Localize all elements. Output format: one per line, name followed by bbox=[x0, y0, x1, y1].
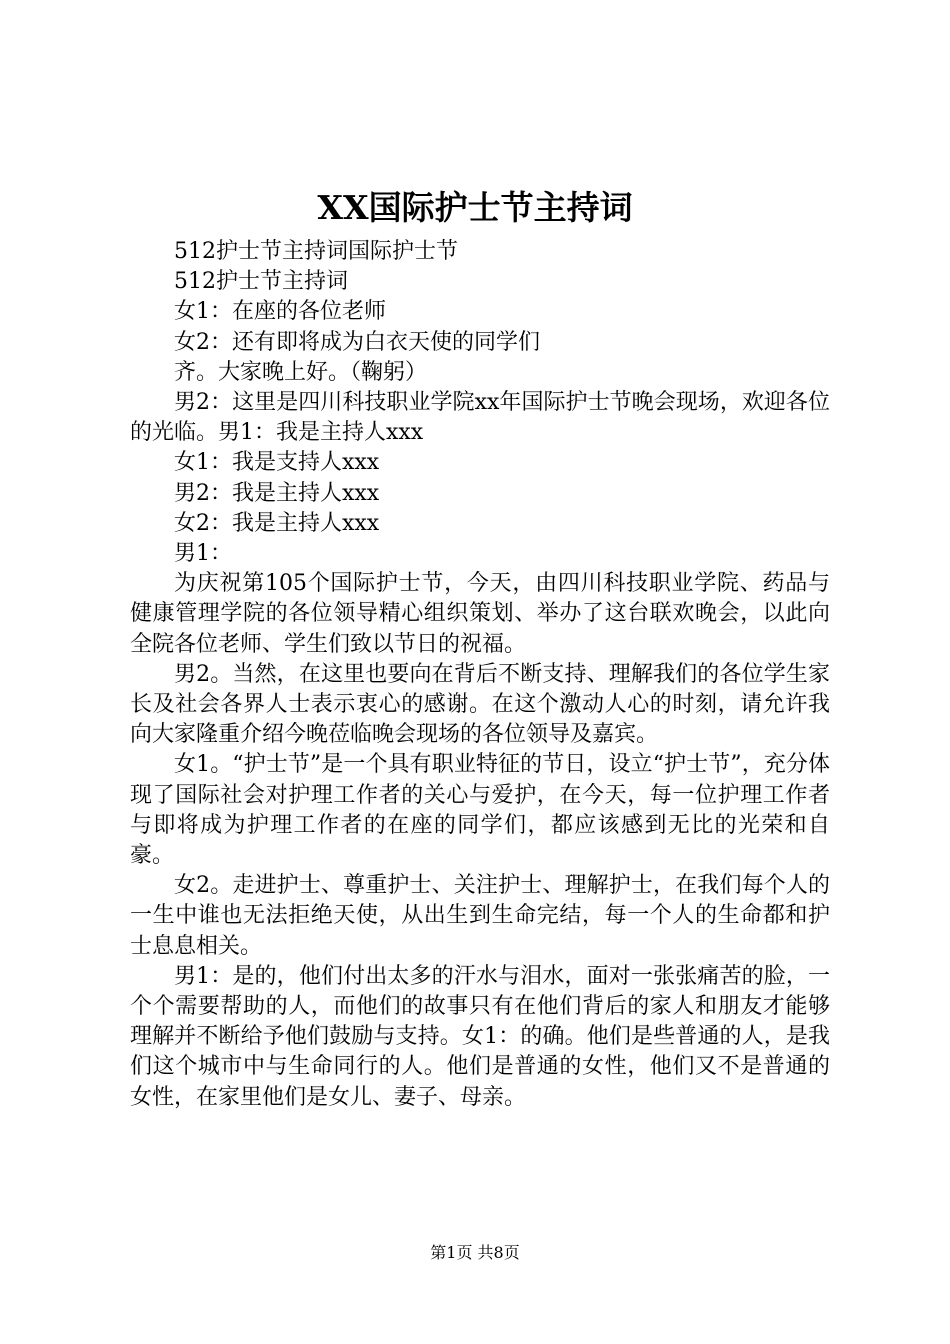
paragraph: 512护士节主持词国际护士节 bbox=[174, 239, 458, 264]
paragraph: 男2：我是主持人xxx bbox=[174, 480, 380, 506]
page-number-footer: 第1页 共8页 bbox=[430, 1243, 520, 1262]
paragraph: 男2：这里是四川科技职业学院xx年国际护士节晚会现场，欢迎各位的光临。男1：我是主持人xxx bbox=[130, 390, 830, 446]
paragraph: 男2。当然，在这里也要向在背后不断支持、理解我们的各位学生家长及社会各界人士表示衷心的感谢。在这个激动人心的时刻，请允许我向大家隆重介绍今晚莅临晚会现场的各位领导及嘉宾。 bbox=[130, 661, 830, 748]
document-body bbox=[130, 237, 830, 1113]
paragraph: 女1。“护士节”是一个具有职业特征的节日，设立“护士节”，充分体现了国际社会对护理工作者的关心与爱护，在今天，每一位护理工作者与即将成为护理工作者的在座的同学们，都应该感到无比的光荣和自豪。 bbox=[130, 752, 830, 869]
paragraph: 女2。走进护士、尊重护士、关注护士、理解护士，在我们每个人的一生中谁也无法拒绝天使，从出生到生命完结，每一个人的生命都和护士息息相关。 bbox=[130, 873, 830, 959]
paragraph: 女1：在座的各位老师 bbox=[174, 299, 386, 325]
paragraph: 女2：还有即将成为白衣天使的同学们 bbox=[174, 329, 540, 355]
document-title: XX国际护士节主持词 bbox=[317, 188, 633, 227]
paragraph: 女2：我是主持人xxx bbox=[174, 510, 380, 536]
paragraph: 女1：我是支持人xxx bbox=[174, 450, 380, 476]
paragraph: 512护士节主持词 bbox=[174, 269, 348, 295]
paragraph: 男1：是的，他们付出太多的汗水与泪水，面对一张张痛苦的脸，一个个需要帮助的人，而他们的故事只有在他们背后的家人和朋友才能够理解并不断给予他们鼓励与支持。女1：的确。他们是些普通的人，是我们这个城市中与生命同行的人。他们是普通的女性，他们又不是普通的女性，在家里他们是女儿、妻子、母亲。 bbox=[130, 963, 830, 1110]
paragraph: 齐。大家晚上好。（鞠躬） bbox=[174, 359, 428, 385]
paragraph: 男1： bbox=[174, 541, 232, 567]
paragraph: 为庆祝第105个国际护士节，今天，由四川科技职业学院、药品与健康管理学院的各位领导精心组织策划、举办了这台联欢晚会，以此向全院各位老师、学生们致以节日的祝福。 bbox=[130, 571, 830, 657]
